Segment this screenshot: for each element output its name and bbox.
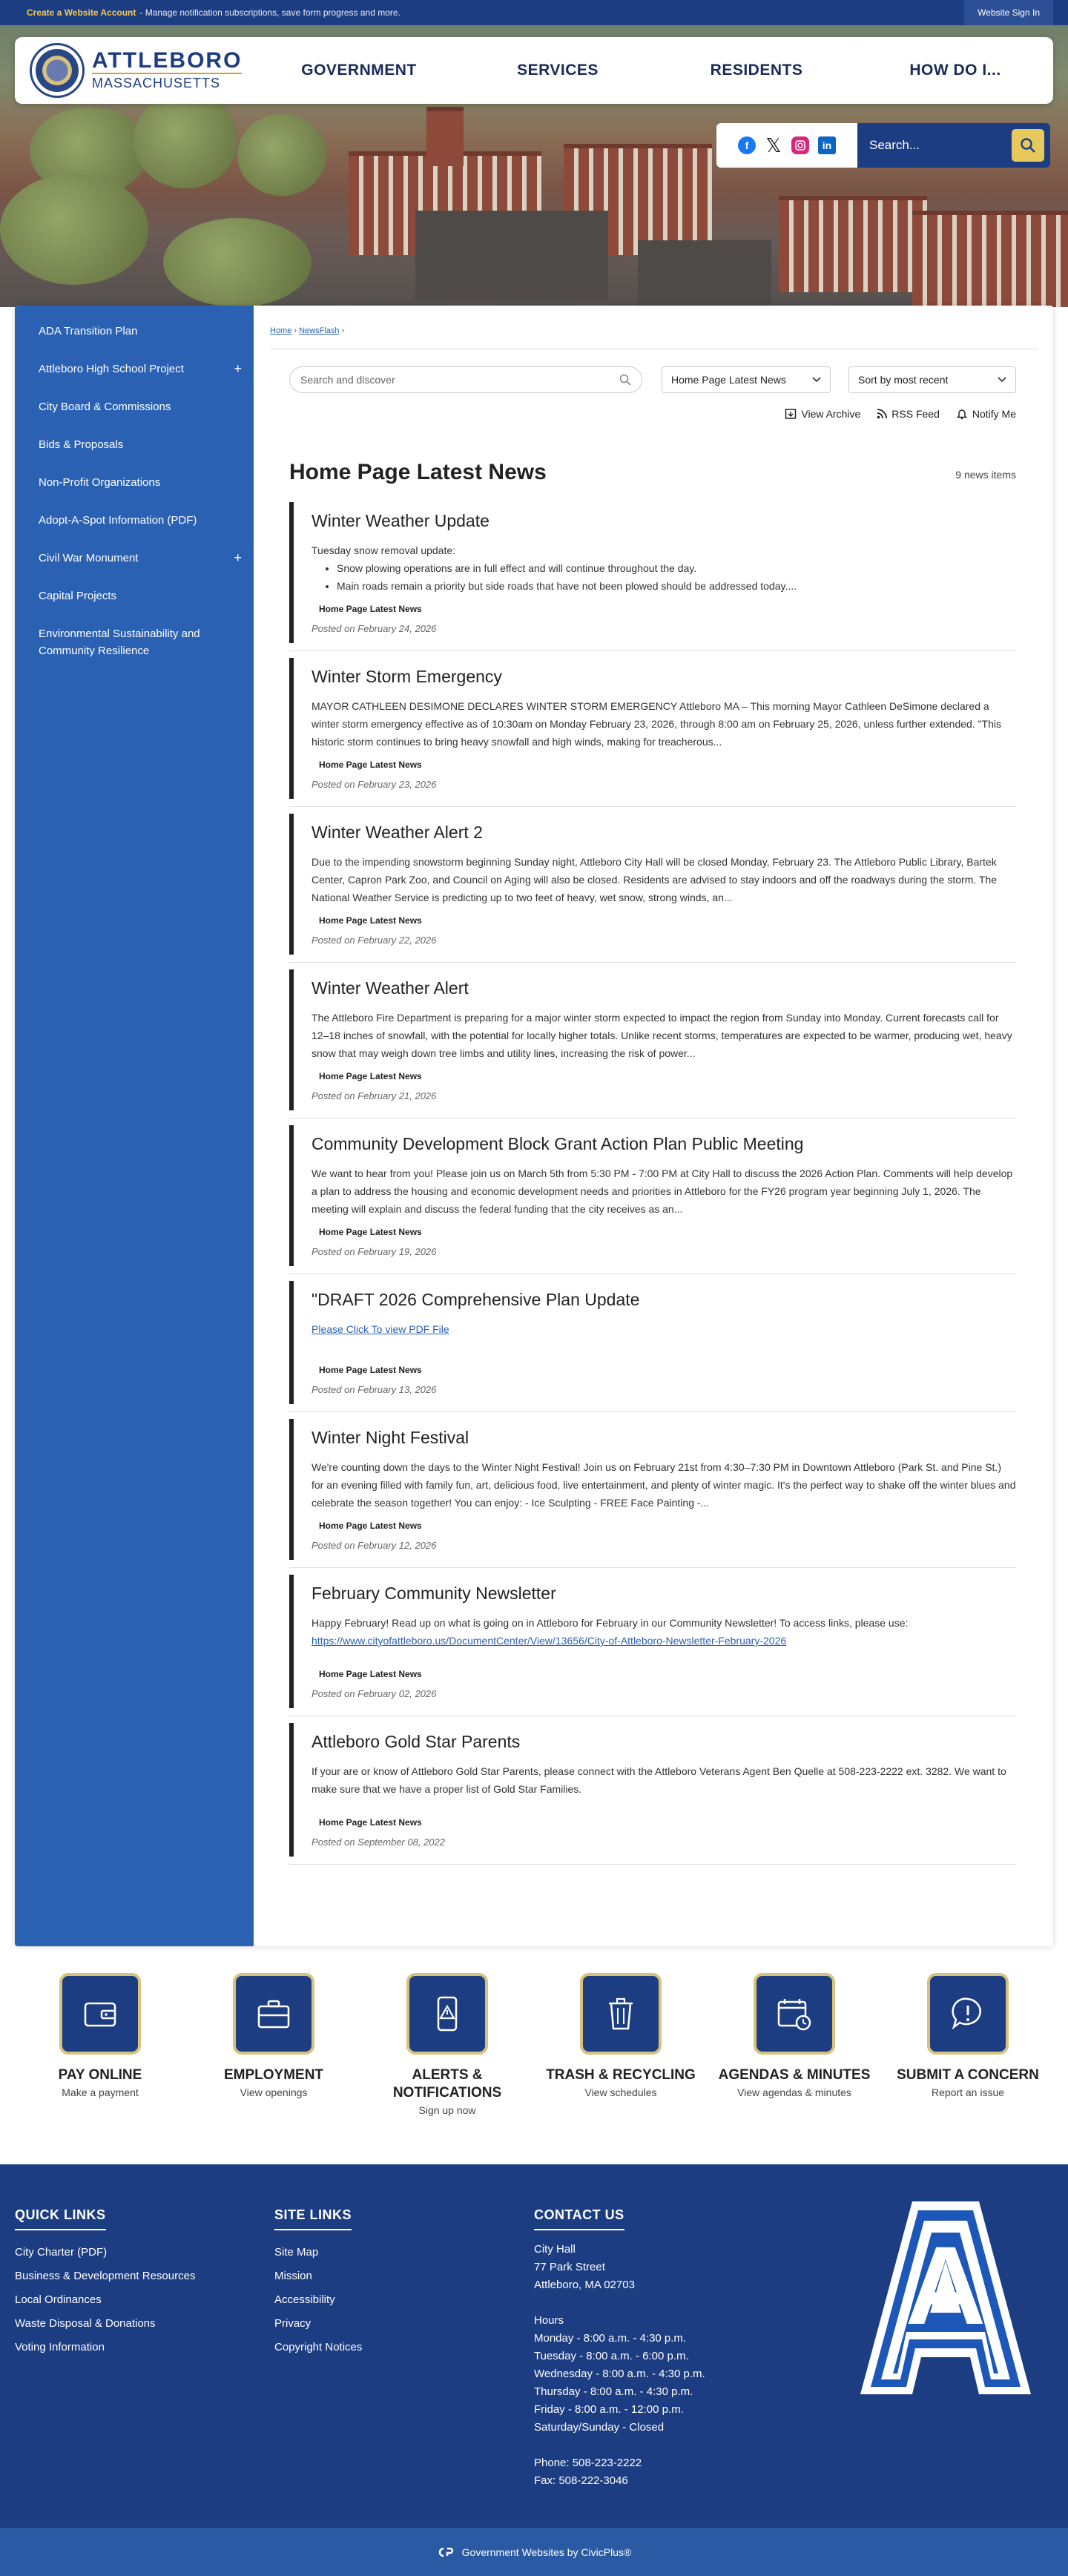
trash-icon [580,1973,662,2055]
pdf-file-link[interactable]: Please Click To view PDF File [312,1323,449,1335]
sidebar-item-label: ADA Transition Plan [39,325,138,337]
contact-phone: Phone: 508-223-2222 [534,2457,642,2469]
news-item [289,502,1016,643]
chevron-down-icon [812,377,821,383]
news-intro: Tuesday snow removal update: [312,544,456,556]
sort-select-value: Sort by most recent [858,374,949,386]
footer-link[interactable]: Accessibility [274,2293,335,2306]
nav-services[interactable]: SERVICES [517,62,599,79]
search-icon[interactable] [619,374,631,386]
news-date: Posted on February 21, 2026 [312,1090,437,1101]
news-date: Posted on February 19, 2026 [312,1246,437,1257]
news-item [289,1575,1016,1708]
news-summary: If your are or know of Attleboro Gold Star Parents, please connect with the Attleboro Veterans Agent Ben Quelle at 508-223-2222 ext. 3282. We want to make sure that we have a proper list of Gold Star Families. [312,1765,1006,1795]
quick-sublabel: View schedules [584,2086,657,2098]
x-twitter-icon[interactable]: 𝕏 [765,134,782,157]
footer-contact [534,2207,705,2490]
news-summary: MAYOR CATHLEEN DESIMONE DECLARES WINTER STORM EMERGENCY Attleboro MA – This morning Mayor Cathleen DeSimone declared a winter storm emergency effective as of 10:30am on Monday February 23, 2026, through 8:00 am on February 25, 2026, unless further extended. "This historic storm continues to bring heavy snowfall and high winds, making for treacherous... [312,700,1002,748]
utility-bar [0,0,1068,25]
quick-label: PAY ONLINE [58,2067,142,2083]
news-category: Home Page Latest News [319,1521,422,1531]
news-category: Home Page Latest News [319,1669,422,1679]
linkedin-icon[interactable]: in [818,136,836,154]
news-date: Posted on February 13, 2026 [312,1384,437,1395]
contact-line: 77 Park Street [534,2261,605,2273]
news-summary: Happy February! Read up on what is going on in Attleboro for February in our Community Newsletter! To access links, please use: [312,1617,909,1629]
footer-heading: QUICK LINKS [15,2207,106,2230]
attleboro-a-logo-icon [853,2194,1038,2402]
pay-online-button[interactable] [15,1973,185,2116]
powered-by-bar [0,2528,1068,2576]
big-letter-a: A [905,2223,986,2348]
news-count: 9 news items [955,469,1016,481]
city-seal-icon [30,43,85,98]
nav-government[interactable]: GOVERNMENT [301,62,417,79]
rss-feed-label: RSS Feed [891,408,940,420]
quick-sublabel: Sign up now [418,2104,476,2116]
calendar-clock-icon [754,1973,835,2055]
news-list [289,502,1016,1871]
hours-line: Monday - 8:00 a.m. - 4:30 p.m. [534,2332,687,2345]
hours-line: Tuesday - 8:00 a.m. - 6:00 p.m. [534,2350,689,2362]
category-select[interactable] [662,366,831,393]
view-archive-label: View Archive [801,408,861,420]
footer-link[interactable]: Local Ordinances [15,2293,102,2306]
footer-quick-links [15,2207,195,2359]
content-card [15,306,1053,1946]
rss-icon [877,409,887,419]
footer-link[interactable]: Site Map [274,2246,319,2259]
search-icon[interactable] [1012,129,1044,162]
news-category: Home Page Latest News [319,1071,422,1081]
news-title-link[interactable]: Winter Storm Emergency [312,667,502,686]
news-bullet: • Main roads remain a priority but side roads that have not been plowed should be addressed today.... [337,577,1016,595]
news-bullet: • Snow plowing operations are in full effect and will continue throughout the day. [337,559,1016,577]
news-category: Home Page Latest News [319,1365,422,1375]
main-content [254,306,1053,1946]
sidebar-item-label: Capital Projects [39,590,117,602]
sidebar-item-capital-projects[interactable] [15,578,254,616]
news-date: Posted on February 02, 2026 [312,1688,437,1699]
sidebar [15,306,254,1946]
sidebar-item-adopt-a-spot[interactable] [15,502,254,540]
sidebar-item-bids-proposals[interactable] [15,426,254,464]
quick-action-buttons [0,1973,1068,2116]
news-item [289,1125,1016,1266]
logo-city-name: ATTLEBORO [92,48,243,73]
news-summary: We're counting down the days to the Winter Night Festival! Join us on February 21st from 4:30–7:30 PM in Downtown Attleboro (Park St. and Pine St.) for an evening filled with family fun, art, delicious food, live entertainment, and plenty of winter magic. It's the perfect way to shake off the winter blues and celebrate the season together! You can enjoy: - Ice Sculpting - FREE Face Painting -... [312,1461,1016,1509]
news-search-placeholder: Search and discover [300,374,395,386]
logo-state-name: MASSACHUSETTS [92,73,242,92]
quick-label: TRASH & RECYCLING [546,2067,696,2083]
site-search[interactable] [857,123,1050,168]
news-title-link[interactable]: Attleboro Gold Star Parents [312,1732,521,1751]
hours-line: Wednesday - 8:00 a.m. - 4:30 p.m. [534,2368,705,2380]
breadcrumb [270,326,344,335]
agendas-minutes-button[interactable] [709,1973,880,2116]
expand-plus-icon[interactable]: + [234,550,242,565]
news-title-link[interactable]: Winter Weather Alert [312,978,469,998]
footer-link[interactable]: Business & Development Resources [15,2270,196,2282]
sidebar-item-label: Non-Profit Organizations [39,476,161,489]
sort-select[interactable] [848,366,1016,393]
news-title-link[interactable]: Winter Weather Update [312,511,490,530]
submit-concern-button[interactable] [883,1973,1053,2116]
sidebar-item-label: Environmental Sustainability and Community Resilience [39,627,200,657]
chat-alert-icon [927,1973,1009,2055]
site-search-input[interactable]: Search... [869,138,920,152]
news-summary: We want to hear from you! Please join us on March 5th from 5:30 PM - 7:00 PM at City Hall to discuss the 2026 Action Plan. Comments will help develop a plan to address the housing and economic development needs and priorities in Attleboro for the FY26 program year beginning July 1, 2026. The meeting will explain and discuss the federal funding that the city receives as an... [312,1167,1013,1215]
create-account-description: - Manage notification subscriptions, save form progress and more. [139,7,400,18]
city-logo[interactable] [30,43,242,98]
quick-label: ALERTS & NOTIFICATIONS [392,2067,502,2101]
footer-link[interactable]: City Charter (PDF) [15,2246,108,2259]
phone-alert-icon [406,1973,488,2055]
contact-line: City Hall [534,2243,576,2256]
news-item [289,658,1016,799]
alerts-notifications-button[interactable] [362,1973,533,2116]
quick-label: EMPLOYMENT [223,2067,324,2083]
contact-fax: Fax: 508-222-3046 [534,2474,628,2487]
news-category: Home Page Latest News [319,1227,422,1237]
website-sign-in-button[interactable]: Website Sign In [964,0,1053,25]
news-item [289,969,1016,1110]
trash-recycling-button[interactable] [535,1973,706,2116]
news-title-link[interactable]: Winter Weather Alert 2 [312,823,483,842]
breadcrumb-separator: › [341,326,345,335]
sidebar-item-ada-transition-plan[interactable] [15,313,254,351]
footer-heading: SITE LINKS [274,2207,352,2230]
footer-link[interactable]: Copyright Notices [274,2341,363,2353]
breadcrumb-home[interactable]: Home [270,326,292,335]
sidebar-item-label: Attleboro High School Project [39,363,184,375]
news-summary: The Attleboro Fire Department is preparing for a major winter storm expected to impact the region from Sunday into Monday. Current forecasts call for 12–18 inches of snowfall, with the potential for locally higher totals. Unlike recent storms, temperatures are expected to be warmer, producing wet, heavy snow that may weigh down tree limbs and utility lines, increasing the risk of power... [312,1012,1012,1059]
news-summary: Due to the impending snowstorm beginning Sunday night, Attleboro City Hall will be closed Monday, February 23. The Attleboro Public Library, Bartek Center, Capron Park Zoo, and Council on Aging will also be closed. Residents are advised to stay indoors and off the roadways during the storm. The National Weather Service is predicting up to two feet of heavy, wet snow, strong winds, an... [312,856,998,903]
news-date: Posted on February 22, 2026 [312,935,437,946]
nav-how-do-i[interactable]: HOW DO I... [909,62,1001,79]
news-title-link[interactable]: Winter Night Festival [312,1428,469,1447]
bell-icon [956,408,968,420]
hours-line: Friday - 8:00 a.m. - 12:00 p.m. [534,2403,684,2416]
page-title: Home Page Latest News [289,460,547,484]
site-header [15,37,1053,104]
archive-icon [785,408,797,420]
news-date: Posted on February 24, 2026 [312,623,437,634]
briefcase-icon [233,1973,314,2055]
quick-sublabel: Make a payment [62,2086,139,2098]
news-date: Posted on February 12, 2026 [312,1540,437,1551]
view-archive-link[interactable] [785,408,860,420]
sidebar-item-civil-war-monument[interactable] [15,540,254,578]
sidebar-item-environmental-sustainability[interactable] [15,616,254,669]
news-title-link[interactable]: "DRAFT 2026 Comprehensive Plan Update [312,1290,640,1309]
newsletter-link[interactable]: https://www.cityofattleboro.us/DocumentCenter/View/13656/City-of-Attleboro-Newsletter-February-2026 [312,1635,787,1647]
news-title-link[interactable]: Community Development Block Grant Action Plan Public Meeting [312,1134,804,1153]
sidebar-item-label: Civil War Monument [39,552,139,564]
footer-heading: CONTACT US [534,2207,624,2230]
breadcrumb-newsflash[interactable]: NewsFlash [299,326,340,335]
quick-label: AGENDAS & MINUTES [718,2067,871,2083]
sidebar-item-non-profit[interactable] [15,464,254,502]
news-item [289,814,1016,955]
notify-me-label: Notify Me [972,408,1016,420]
news-category: Home Page Latest News [319,760,422,770]
news-search-input[interactable] [289,366,642,393]
create-account-link[interactable]: Create a Website Account [27,7,136,18]
chevron-down-icon [998,377,1006,383]
news-date: Posted on February 23, 2026 [312,779,437,790]
facebook-icon[interactable]: f [738,136,756,154]
footer-link[interactable]: Waste Disposal & Donations [15,2317,156,2330]
rss-feed-link[interactable] [877,408,940,420]
quick-sublabel: View openings [240,2086,308,2098]
news-category: Home Page Latest News [319,604,422,614]
sidebar-item-high-school-project[interactable] [15,351,254,389]
contact-line: Attleboro, MA 02703 [534,2279,635,2291]
breadcrumb-separator: › [294,326,297,335]
sidebar-item-label: Adopt-A-Spot Information (PDF) [39,514,197,527]
news-title-link[interactable]: February Community Newsletter [312,1584,556,1603]
hours-title: Hours [534,2314,564,2327]
news-item [289,1419,1016,1560]
main-navigation [260,37,1055,104]
quick-label: SUBMIT A CONCERN [897,2067,1039,2083]
employment-button[interactable] [188,1973,359,2116]
quick-sublabel: Report an issue [931,2086,1005,2098]
hours-line: Thursday - 8:00 a.m. - 4:30 p.m. [534,2385,693,2398]
civicplus-icon [437,2547,455,2557]
instagram-icon[interactable] [791,136,809,154]
sidebar-item-board-commissions[interactable] [15,389,254,426]
wallet-icon [59,1973,141,2055]
sidebar-item-label: Bids & Proposals [39,438,124,451]
category-select-value: Home Page Latest News [671,374,786,386]
footer-link[interactable]: Mission [274,2270,312,2282]
social-links [716,123,857,168]
footer-link[interactable]: Voting Information [15,2341,105,2353]
news-category: Home Page Latest News [319,1817,422,1828]
news-date: Posted on September 08, 2022 [312,1837,445,1848]
hours-line: Saturday/Sunday - Closed [534,2421,665,2434]
news-item [289,1281,1016,1404]
quick-sublabel: View agendas & minutes [737,2086,851,2098]
news-category: Home Page Latest News [319,915,422,926]
footer-site-links [274,2207,362,2359]
site-footer [0,2164,1068,2528]
nav-residents[interactable]: RESIDENTS [710,62,803,79]
civicplus-link[interactable]: Government Websites by CivicPlus® [461,2546,632,2558]
notify-me-link[interactable] [956,408,1016,420]
expand-plus-icon[interactable]: + [234,361,242,376]
footer-link[interactable]: Privacy [274,2317,312,2330]
news-tools [785,408,1016,420]
news-item [289,1723,1016,1857]
sidebar-item-label: City Board & Commissions [39,401,171,413]
